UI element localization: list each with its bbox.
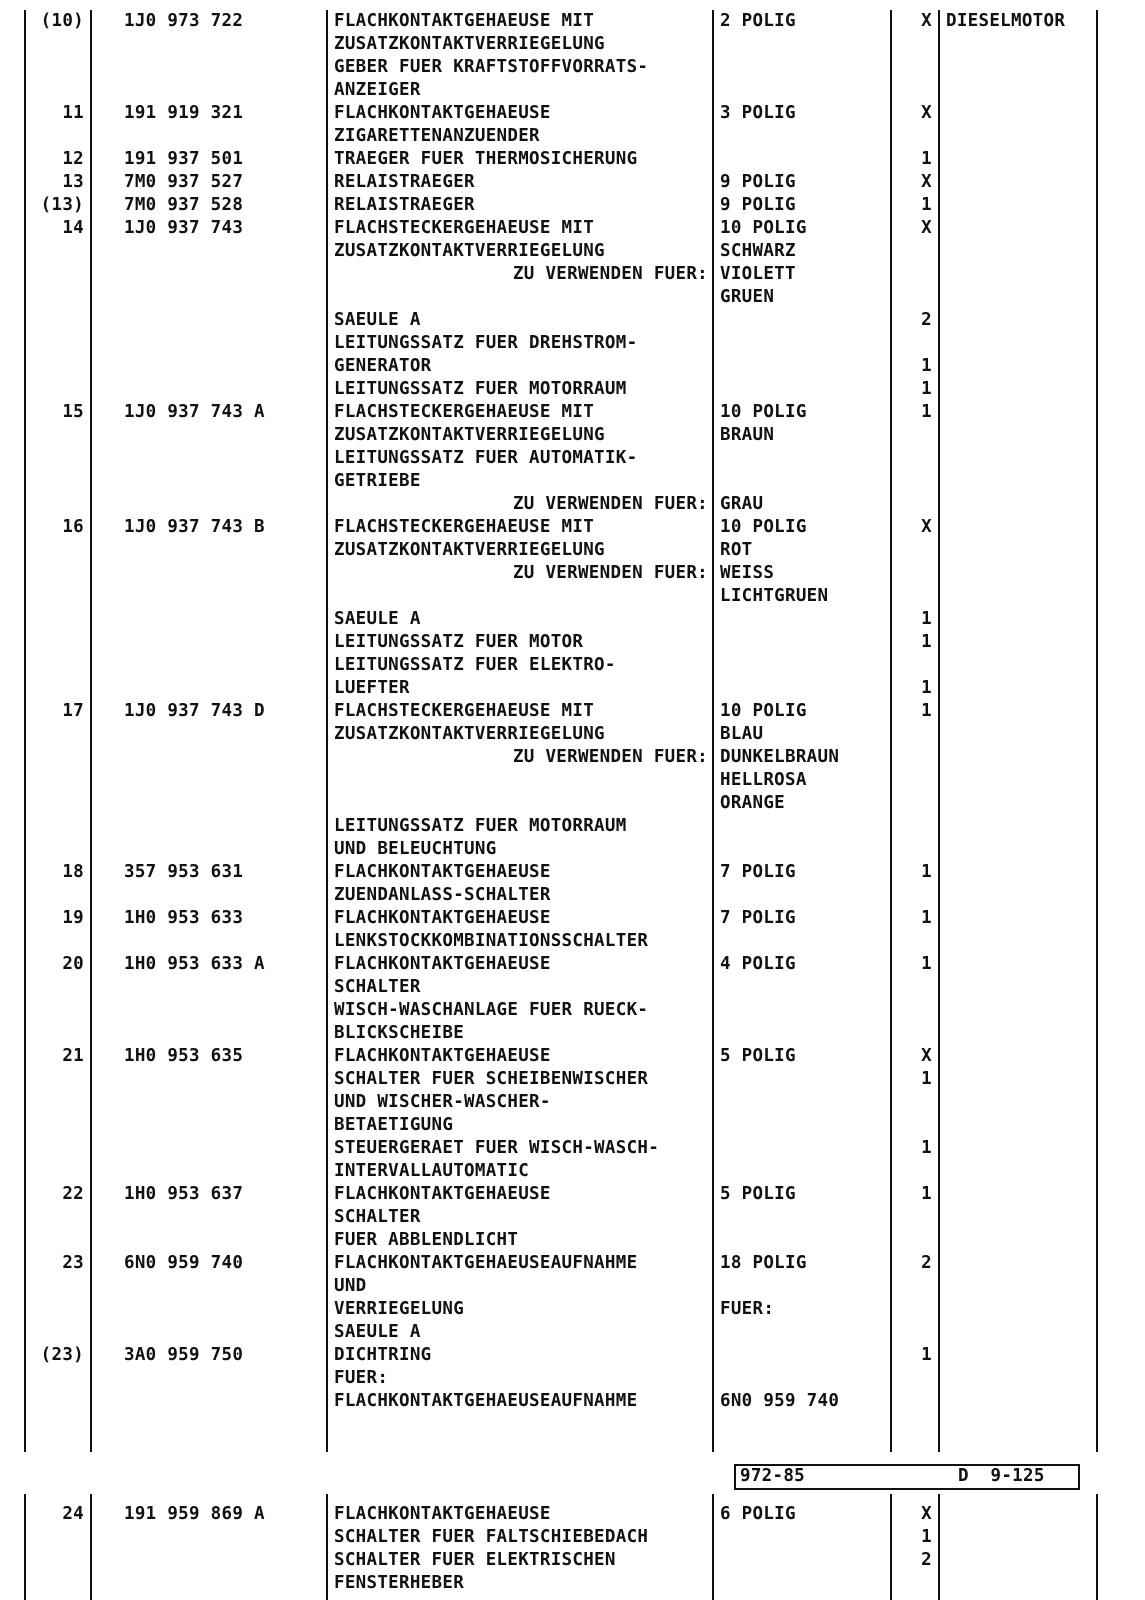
description: WISCH-WASCHANLAGE FUER RUECK-	[334, 1000, 649, 1020]
description: UND BELEUCHTUNG	[334, 839, 497, 859]
remark: DIESELMOTOR	[946, 11, 1066, 31]
quantity: 1	[921, 701, 932, 721]
quantity: X	[921, 218, 932, 238]
description: ANZEIGER	[334, 80, 421, 100]
description: FLACHKONTAKTGEHAEUSE	[334, 862, 551, 882]
quantity: 1	[921, 954, 932, 974]
position-number: 13	[62, 172, 84, 192]
table-rule	[24, 10, 26, 1452]
quantity: 1	[921, 356, 932, 376]
quantity: 1	[921, 609, 932, 629]
specification: 7 POLIG	[720, 862, 796, 882]
description: LEITUNGSSATZ FUER AUTOMATIK-	[334, 448, 638, 468]
description: SCHALTER FUER SCHEIBENWISCHER	[334, 1069, 649, 1089]
description: FLACHSTECKERGEHAEUSE MIT	[334, 402, 595, 422]
position-number: 22	[62, 1184, 84, 1204]
description: UND	[334, 1276, 367, 1296]
table-rule	[938, 10, 940, 1452]
part-number: 7M0 937 527	[124, 172, 244, 192]
description: FLACHSTECKERGEHAEUSE MIT	[334, 517, 595, 537]
position-number: 15	[62, 402, 84, 422]
specification: LICHTGRUEN	[720, 586, 829, 606]
description: GETRIEBE	[334, 471, 421, 491]
quantity: 1	[921, 379, 932, 399]
description: SAEULE A	[334, 609, 421, 629]
specification: 10 POLIG	[720, 517, 807, 537]
description: BETAETIGUNG	[334, 1115, 454, 1135]
drawing-code: 972-85	[740, 1466, 806, 1486]
table-rule	[90, 1494, 92, 1600]
quantity: X	[921, 103, 932, 123]
description: LEITUNGSSATZ FUER MOTORRAUM	[334, 379, 627, 399]
specification: ORANGE	[720, 793, 786, 813]
table-rule	[938, 1494, 940, 1600]
quantity: 1	[921, 149, 932, 169]
quantity: X	[921, 1504, 932, 1524]
position-number: 12	[62, 149, 84, 169]
quantity: 1	[921, 1527, 932, 1547]
description: DICHTRING	[334, 1345, 432, 1365]
position-number: 19	[62, 908, 84, 928]
table-rule	[326, 10, 328, 1452]
part-number: 191 937 501	[124, 149, 244, 169]
part-number: 3A0 959 750	[124, 1345, 244, 1365]
part-number: 6N0 959 740	[124, 1253, 244, 1273]
quantity: 1	[921, 1069, 932, 1089]
description: GEBER FUER KRAFTSTOFFVORRATS-	[334, 57, 649, 77]
specification: ROT	[720, 540, 753, 560]
description: ZUSATZKONTAKTVERRIEGELUNG	[334, 425, 605, 445]
description: SCHALTER FUER FALTSCHIEBEDACH	[334, 1527, 649, 1547]
quantity: 1	[921, 1184, 932, 1204]
description: ZIGARETTENANZUENDER	[334, 126, 540, 146]
specification: 9 POLIG	[720, 195, 796, 215]
position-number: (23)	[40, 1345, 84, 1365]
description: LEITUNGSSATZ FUER DREHSTROM-	[334, 333, 638, 353]
description: UND WISCHER-WASCHER-	[334, 1092, 551, 1112]
part-number: 1H0 953 633 A	[124, 954, 265, 974]
specification: 2 POLIG	[720, 11, 796, 31]
quantity: 2	[921, 1253, 932, 1273]
part-number: 191 959 869 A	[124, 1504, 265, 1524]
description: FUER:	[334, 1368, 389, 1388]
part-number: 1J0 937 743 B	[124, 517, 265, 537]
quantity: 1	[921, 678, 932, 698]
part-number: 7M0 937 528	[124, 195, 244, 215]
description: LEITUNGSSATZ FUER ELEKTRO-	[334, 655, 616, 675]
description: FUER ABBLENDLICHT	[334, 1230, 519, 1250]
specification: SCHWARZ	[720, 241, 796, 261]
page-number: D 9-125	[958, 1466, 1045, 1486]
description: FENSTERHEBER	[334, 1573, 465, 1593]
specification: 7 POLIG	[720, 908, 796, 928]
description: LUEFTER	[334, 678, 410, 698]
part-number: 1J0 937 743 D	[124, 701, 265, 721]
quantity: 1	[921, 862, 932, 882]
quantity: 1	[921, 908, 932, 928]
specification: BRAUN	[720, 425, 775, 445]
position-number: 11	[62, 103, 84, 123]
quantity: X	[921, 172, 932, 192]
specification: 6 POLIG	[720, 1504, 796, 1524]
table-rule	[90, 10, 92, 1452]
part-number: 1H0 953 635	[124, 1046, 244, 1066]
position-number: 14	[62, 218, 84, 238]
description: INTERVALLAUTOMATIC	[334, 1161, 530, 1181]
table-rule	[24, 1494, 26, 1600]
page-reference-box	[734, 1464, 1080, 1490]
specification: 5 POLIG	[720, 1046, 796, 1066]
description: FLACHSTECKERGEHAEUSE MIT	[334, 218, 595, 238]
position-number: 21	[62, 1046, 84, 1066]
specification: DUNKELBRAUN	[720, 747, 840, 767]
position-number: 16	[62, 517, 84, 537]
table-rule	[326, 1494, 328, 1600]
description: FLACHKONTAKTGEHAEUSEAUFNAHME	[334, 1253, 638, 1273]
specification: 4 POLIG	[720, 954, 796, 974]
description: ZU VERWENDEN FUER:	[512, 494, 708, 514]
description: SCHALTER FUER ELEKTRISCHEN	[334, 1550, 616, 1570]
description: LENKSTOCKKOMBINATIONSSCHALTER	[334, 931, 649, 951]
specification: FUER:	[720, 1299, 775, 1319]
part-number: 1J0 937 743	[124, 218, 244, 238]
specification: 10 POLIG	[720, 218, 807, 238]
description: ZUSATZKONTAKTVERRIEGELUNG	[334, 241, 605, 261]
specification: VIOLETT	[720, 264, 796, 284]
description: ZU VERWENDEN FUER:	[512, 563, 708, 583]
quantity: 2	[921, 310, 932, 330]
description: ZU VERWENDEN FUER:	[512, 747, 708, 767]
part-number: 1J0 937 743 A	[124, 402, 265, 422]
description: FLACHKONTAKTGEHAEUSE	[334, 1184, 551, 1204]
part-number: 357 953 631	[124, 862, 244, 882]
description: BLICKSCHEIBE	[334, 1023, 465, 1043]
quantity: 2	[921, 1550, 932, 1570]
description: ZUENDANLASS-SCHALTER	[334, 885, 551, 905]
table-rule	[1096, 1494, 1098, 1600]
description: SCHALTER	[334, 1207, 421, 1227]
description: SAEULE A	[334, 310, 421, 330]
description: RELAISTRAEGER	[334, 172, 475, 192]
part-number: 191 919 321	[124, 103, 244, 123]
description: FLACHKONTAKTGEHAEUSE	[334, 1046, 551, 1066]
description: FLACHKONTAKTGEHAEUSEAUFNAHME	[334, 1391, 638, 1411]
description: FLACHKONTAKTGEHAEUSE MIT	[334, 11, 595, 31]
description: FLACHKONTAKTGEHAEUSE	[334, 954, 551, 974]
quantity: 1	[921, 632, 932, 652]
description: FLACHSTECKERGEHAEUSE MIT	[334, 701, 595, 721]
part-number: 1H0 953 633	[124, 908, 244, 928]
description: GENERATOR	[334, 356, 432, 376]
description: ZUSATZKONTAKTVERRIEGELUNG	[334, 34, 605, 54]
description: LEITUNGSSATZ FUER MOTORRAUM	[334, 816, 627, 836]
table-rule	[1096, 10, 1098, 1452]
specification: GRUEN	[720, 287, 775, 307]
description: STEUERGERAET FUER WISCH-WASCH-	[334, 1138, 660, 1158]
position-number: 18	[62, 862, 84, 882]
quantity: 1	[921, 402, 932, 422]
position-number: (13)	[40, 195, 84, 215]
description: FLACHKONTAKTGEHAEUSE	[334, 1504, 551, 1524]
specification: 10 POLIG	[720, 402, 807, 422]
table-rule	[712, 10, 714, 1452]
specification: 10 POLIG	[720, 701, 807, 721]
description: TRAEGER FUER THERMOSICHERUNG	[334, 149, 638, 169]
description: FLACHKONTAKTGEHAEUSE	[334, 908, 551, 928]
quantity: 1	[921, 195, 932, 215]
description: RELAISTRAEGER	[334, 195, 475, 215]
position-number: 20	[62, 954, 84, 974]
description: ZUSATZKONTAKTVERRIEGELUNG	[334, 724, 605, 744]
part-number: 1J0 973 722	[124, 11, 244, 31]
position-number: (10)	[40, 11, 84, 31]
description: FLACHKONTAKTGEHAEUSE	[334, 103, 551, 123]
specification: 9 POLIG	[720, 172, 796, 192]
specification: 3 POLIG	[720, 103, 796, 123]
quantity: 1	[921, 1345, 932, 1365]
description: SAEULE A	[334, 1322, 421, 1342]
description: SCHALTER	[334, 977, 421, 997]
specification: 6N0 959 740	[720, 1391, 840, 1411]
specification: GRAU	[720, 494, 764, 514]
description: LEITUNGSSATZ FUER MOTOR	[334, 632, 584, 652]
position-number: 17	[62, 701, 84, 721]
specification: 5 POLIG	[720, 1184, 796, 1204]
quantity: X	[921, 1046, 932, 1066]
specification: 18 POLIG	[720, 1253, 807, 1273]
quantity: X	[921, 11, 932, 31]
description: ZU VERWENDEN FUER:	[512, 264, 708, 284]
description: ZUSATZKONTAKTVERRIEGELUNG	[334, 540, 605, 560]
specification: BLAU	[720, 724, 764, 744]
specification: WEISS	[720, 563, 775, 583]
table-rule	[890, 10, 892, 1452]
specification: HELLROSA	[720, 770, 807, 790]
position-number: 24	[62, 1504, 84, 1524]
description: VERRIEGELUNG	[334, 1299, 465, 1319]
part-number: 1H0 953 637	[124, 1184, 244, 1204]
quantity: X	[921, 517, 932, 537]
table-rule	[712, 1494, 714, 1600]
position-number: 23	[62, 1253, 84, 1273]
quantity: 1	[921, 1138, 932, 1158]
table-rule	[890, 1494, 892, 1600]
